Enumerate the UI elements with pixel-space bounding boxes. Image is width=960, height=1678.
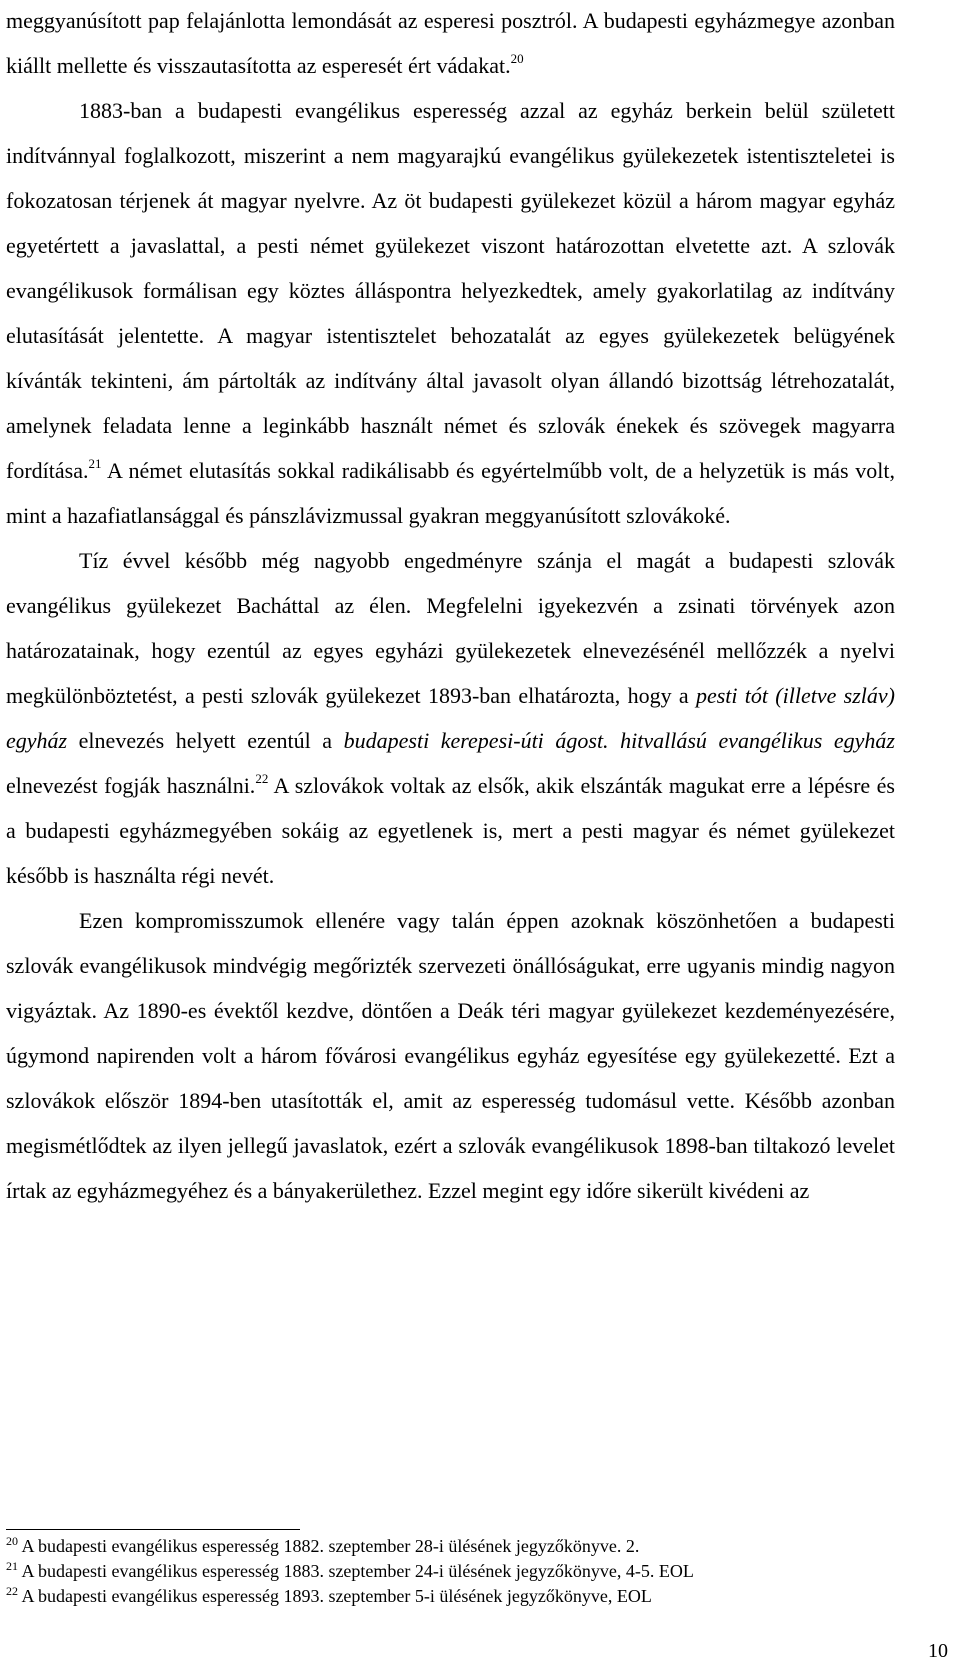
footnote-text: A budapesti evangélikus esperesség 1893. szeptember 5-i ülésének jegyzőkönyve, EOL	[18, 1586, 652, 1606]
text-run: Ezen kompromisszumok ellenére vagy talán éppen azoknak köszönhetően a budapesti szlovák evangélikusok mindvégig megőrizték szervezeti önállóságukat, erre ugyanis mindig nagyon vigyáztak. Az 1890-es évektől kezdve, döntően a Deák téri magyar gyülekezet kezdeményezésére, úgymond napirenden volt a három fővárosi evangélikus egyház egyesítése egy gyülekezetté. Ezt a szlovákok először 1894-ben utasították el, amit az esperesség tudomásul vette. Később azonban megismétlődtek az ilyen jellegű javaslatok, ezért a szlovák evangélikusok 1898-ban tiltakozó levelet írtak az egyházmegyéhez és a bányakerülethez. Ezzel megint egy időre sikerült kivédeni az	[6, 908, 895, 1203]
footnote-ref: 21	[88, 456, 102, 471]
footnote-text: A budapesti evangélikus esperesség 1883. szeptember 24-i ülésének jegyzőkönyve, 4-5. EOL	[18, 1561, 694, 1581]
italic-text: budapesti kerepesi-úti ágost. hitvallású evangélikus egyház	[343, 728, 895, 753]
footnote-number: 22	[6, 1584, 18, 1598]
text-run: A német elutasítás sokkal radikálisabb és egyértelműbb volt, de a helyzetük is más volt, mint a hazafiatlansággal és pánszlávizmussal gyakran meggyanúsított szlovákoké.	[6, 458, 895, 528]
footnote-22	[6, 1584, 895, 1609]
footnote-number: 21	[6, 1559, 18, 1573]
italic-text: pesti tót (illetve szláv) egyház	[6, 683, 895, 753]
footnote-ref: 20	[510, 51, 524, 66]
footnote-21	[6, 1559, 895, 1584]
text-run: elnevezést fogják használni.	[6, 773, 256, 798]
text-run: Tíz évvel később még nagyobb engedményre szánja el magát a budapesti szlovák evangélikus gyülekezet Bacháttal az élen. Megfelelni igyekezvén a zsinati törvények azon határozatainak, hogy ezentúl az egyes egyházi gyülekezetek elnevezésénél mellőzzék a nyelvi megkülönböztetést, a pesti szlovák gyülekezet 1893-ban elhatározta, hogy a	[6, 548, 895, 708]
text-run: elnevezés helyett ezentúl a	[67, 728, 344, 753]
text-run: meggyanúsított pap felajánlotta lemondását az esperesi posztról. A budapesti egyházmegye azonban kiállt mellette és visszautasította az esperesét ért vádakat.	[6, 8, 895, 78]
footnotes	[6, 1534, 895, 1609]
paragraph-1	[6, 0, 895, 88]
text-run: A szlovákok voltak az elsők, akik elszánták magukat erre a lépésre és a budapesti egyházmegyében sokáig az egyetlenek is, mert a pesti magyar és német gyülekezet később is használta régi nevét.	[6, 773, 895, 888]
paragraph-2	[6, 88, 895, 538]
footnote-ref: 22	[255, 771, 269, 786]
paragraph-4	[6, 898, 895, 1213]
footnote-text: A budapesti evangélikus esperesség 1882. szeptember 28-i ülésének jegyzőkönyve. 2.	[18, 1536, 640, 1556]
footnote-separator	[6, 1529, 300, 1530]
footnote-number: 20	[6, 1534, 18, 1548]
paragraph-3	[6, 538, 895, 898]
page-body	[6, 0, 895, 1213]
page-number: 10	[928, 1640, 948, 1662]
footnote-20	[6, 1534, 895, 1559]
text-run: 1883-ban a budapesti evangélikus esperesség azzal az egyház berkein belül született indítvánnyal foglalkozott, miszerint a nem magyarajkú evangélikus gyülekezetek istentiszteletei is fokozatosan térjenek át magyar nyelvre. Az öt budapesti gyülekezet közül a három magyar egyház egyetértett a javaslattal, a pesti német gyülekezet viszont határozottan elvetette azt. A szlovák evangélikusok formálisan egy köztes álláspontra helyezkedtek, amely gyakorlatilag az indítvány elutasítását jelentette. A magyar istentisztelet behozatalát az egyes gyülekezetek belügyének kívánták tekinteni, ám pártolták az indítvány által javasolt olyan állandó bizottság létrehozatalát, amelynek feladata lenne a leginkább használt német és szlovák énekek és szövegek magyarra fordítása.	[6, 98, 895, 483]
